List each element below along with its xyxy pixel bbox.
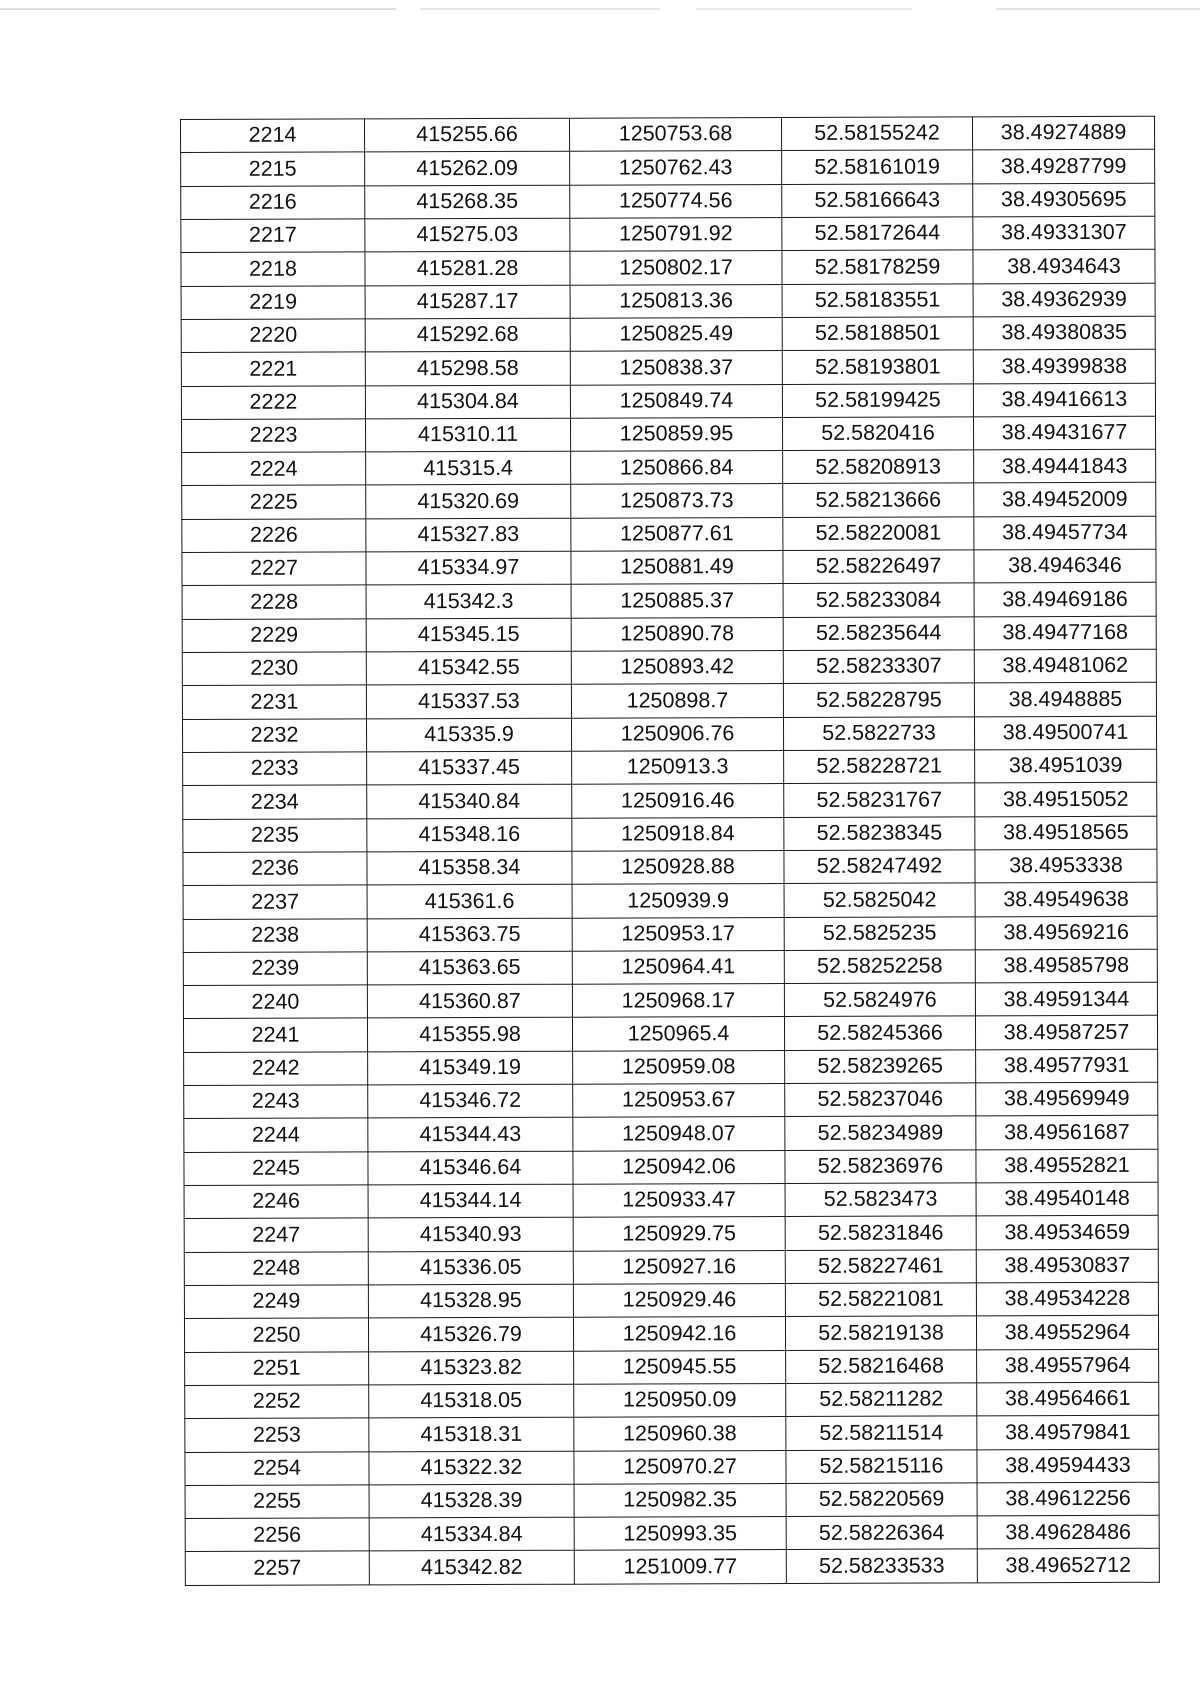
- longitude-cell: 38.49557964: [977, 1349, 1159, 1383]
- point-number-cell: 2243: [184, 1085, 368, 1119]
- latitude-cell: 52.58252258: [784, 950, 975, 984]
- table-row: [181, 416, 1155, 453]
- y-coordinate-cell: 1250939.9: [572, 884, 784, 918]
- longitude-cell: 38.49416613: [973, 383, 1155, 417]
- latitude-cell: 52.58235644: [783, 617, 974, 651]
- latitude-cell: 52.58239265: [785, 1050, 976, 1084]
- table-row: [185, 1415, 1159, 1452]
- point-number-cell: 2254: [185, 1451, 369, 1485]
- latitude-cell: 52.58231846: [785, 1216, 976, 1250]
- x-coordinate-cell: 415320.69: [366, 485, 571, 519]
- longitude-cell: 38.4951039: [975, 749, 1157, 783]
- point-number-cell: 2214: [181, 119, 365, 153]
- x-coordinate-cell: 415287.17: [365, 285, 570, 319]
- longitude-cell: 38.49305695: [973, 183, 1155, 217]
- x-coordinate-cell: 415318.05: [369, 1384, 574, 1418]
- x-coordinate-cell: 415361.6: [367, 884, 572, 918]
- table-row: [184, 1282, 1158, 1319]
- point-number-cell: 2223: [181, 419, 365, 453]
- y-coordinate-cell: 1250838.37: [570, 351, 782, 385]
- x-coordinate-cell: 415337.53: [366, 685, 571, 719]
- latitude-cell: 52.58216468: [786, 1349, 977, 1383]
- point-number-cell: 2217: [181, 219, 365, 253]
- point-number-cell: 2236: [183, 852, 367, 886]
- longitude-cell: 38.49591344: [975, 982, 1157, 1016]
- y-coordinate-cell: 1250849.74: [570, 384, 782, 418]
- longitude-cell: 38.49569949: [976, 1082, 1158, 1116]
- table-row: [185, 1549, 1159, 1586]
- table-row: [184, 1116, 1158, 1153]
- y-coordinate-cell: 1250753.68: [569, 118, 781, 152]
- latitude-cell: 52.5824976: [784, 983, 975, 1017]
- latitude-cell: 52.5825235: [784, 916, 975, 950]
- latitude-cell: 52.58227461: [785, 1249, 976, 1283]
- y-coordinate-cell: 1250964.41: [572, 950, 784, 984]
- longitude-cell: 38.49552821: [976, 1149, 1158, 1183]
- y-coordinate-cell: 1250813.36: [570, 284, 782, 318]
- table-row: [184, 1182, 1158, 1219]
- table-row: [185, 1382, 1159, 1419]
- point-number-cell: 2225: [182, 485, 366, 519]
- longitude-cell: 38.49549638: [975, 882, 1157, 916]
- point-number-cell: 2250: [184, 1318, 368, 1352]
- longitude-cell: 38.49287799: [973, 150, 1155, 184]
- latitude-cell: 52.58228795: [783, 683, 974, 717]
- latitude-cell: 52.58231767: [784, 783, 975, 817]
- point-number-cell: 2233: [183, 752, 367, 786]
- latitude-cell: 52.5823473: [785, 1183, 976, 1217]
- x-coordinate-cell: 415363.65: [367, 951, 572, 985]
- table-row: [185, 1349, 1159, 1386]
- longitude-cell: 38.49457734: [974, 516, 1156, 550]
- longitude-cell: 38.49331307: [973, 216, 1155, 250]
- x-coordinate-cell: 415342.82: [369, 1551, 574, 1585]
- x-coordinate-cell: 415328.39: [369, 1484, 574, 1518]
- x-coordinate-cell: 415337.45: [367, 751, 572, 785]
- y-coordinate-cell: 1250959.08: [573, 1050, 785, 1084]
- point-number-cell: 2256: [185, 1518, 369, 1552]
- x-coordinate-cell: 415298.58: [365, 351, 570, 385]
- x-coordinate-cell: 415348.16: [367, 818, 572, 852]
- point-number-cell: 2240: [183, 985, 367, 1019]
- y-coordinate-cell: 1250893.42: [571, 651, 783, 685]
- latitude-cell: 52.58245366: [784, 1016, 975, 1050]
- point-number-cell: 2255: [185, 1485, 369, 1519]
- longitude-cell: 38.49452009: [974, 483, 1156, 517]
- latitude-cell: 52.58183551: [782, 283, 973, 317]
- point-number-cell: 2238: [183, 918, 367, 952]
- table-row: [181, 383, 1155, 420]
- table-row: [183, 816, 1157, 853]
- longitude-cell: 38.49477168: [974, 616, 1156, 650]
- point-number-cell: 2239: [183, 952, 367, 986]
- y-coordinate-cell: 1250791.92: [570, 217, 782, 251]
- coordinates-table-body: [181, 116, 1160, 1585]
- x-coordinate-cell: 415328.95: [368, 1284, 573, 1318]
- table-row: [182, 449, 1156, 486]
- x-coordinate-cell: 415349.19: [368, 1051, 573, 1085]
- y-coordinate-cell: 1250802.17: [570, 251, 782, 285]
- table-row: [181, 283, 1155, 320]
- y-coordinate-cell: 1250898.7: [571, 684, 783, 718]
- x-coordinate-cell: 415292.68: [365, 318, 570, 352]
- table-row: [183, 949, 1157, 986]
- latitude-cell: 52.58233307: [783, 650, 974, 684]
- point-number-cell: 2252: [185, 1385, 369, 1419]
- longitude-cell: 38.49628486: [977, 1515, 1159, 1549]
- latitude-cell: 52.58226364: [786, 1516, 977, 1550]
- x-coordinate-cell: 415326.79: [368, 1317, 573, 1351]
- point-number-cell: 2216: [181, 186, 365, 220]
- scan-artifact-line: [0, 8, 1200, 10]
- x-coordinate-cell: 415327.83: [366, 518, 571, 552]
- longitude-cell: 38.49518565: [975, 816, 1157, 850]
- longitude-cell: 38.49441843: [974, 449, 1156, 483]
- point-number-cell: 2229: [182, 619, 366, 653]
- longitude-cell: 38.49577931: [976, 1049, 1158, 1083]
- table-row: [184, 1149, 1158, 1186]
- x-coordinate-cell: 415342.3: [366, 585, 571, 619]
- table-row: [181, 116, 1155, 153]
- y-coordinate-cell: 1250982.35: [574, 1483, 786, 1517]
- longitude-cell: 38.49534228: [976, 1282, 1158, 1316]
- point-number-cell: 2230: [182, 652, 366, 686]
- x-coordinate-cell: 415304.84: [365, 385, 570, 419]
- x-coordinate-cell: 415255.66: [365, 118, 570, 152]
- table-row: [181, 183, 1155, 220]
- y-coordinate-cell: 1250825.49: [570, 317, 782, 351]
- latitude-cell: 52.58211282: [786, 1383, 977, 1417]
- point-number-cell: 2222: [181, 385, 365, 419]
- longitude-cell: 38.49380835: [973, 316, 1155, 350]
- point-number-cell: 2244: [184, 1118, 368, 1152]
- point-number-cell: 2245: [184, 1152, 368, 1186]
- x-coordinate-cell: 415335.9: [366, 718, 571, 752]
- x-coordinate-cell: 415310.11: [365, 418, 570, 452]
- longitude-cell: 38.49469186: [974, 583, 1156, 617]
- y-coordinate-cell: 1250928.88: [572, 850, 784, 884]
- y-coordinate-cell: 1250953.17: [572, 917, 784, 951]
- latitude-cell: 52.58166643: [782, 183, 973, 217]
- table-row: [181, 216, 1155, 253]
- x-coordinate-cell: 415334.97: [366, 551, 571, 585]
- point-number-cell: 2235: [183, 818, 367, 852]
- point-number-cell: 2249: [184, 1285, 368, 1319]
- table-row: [183, 882, 1157, 919]
- point-number-cell: 2248: [184, 1252, 368, 1286]
- y-coordinate-cell: 1250968.17: [572, 984, 784, 1018]
- longitude-cell: 38.4946346: [974, 549, 1156, 583]
- point-number-cell: 2228: [182, 585, 366, 619]
- y-coordinate-cell: 1250762.43: [570, 151, 782, 185]
- y-coordinate-cell: 1250881.49: [571, 551, 783, 585]
- y-coordinate-cell: 1250873.73: [571, 484, 783, 518]
- latitude-cell: 52.58172644: [782, 217, 973, 251]
- table-row: [181, 250, 1155, 287]
- latitude-cell: 52.5822733: [783, 716, 974, 750]
- x-coordinate-cell: 415342.55: [366, 651, 571, 685]
- x-coordinate-cell: 415340.84: [367, 784, 572, 818]
- y-coordinate-cell: 1250960.38: [574, 1417, 786, 1451]
- y-coordinate-cell: 1250948.07: [573, 1117, 785, 1151]
- x-coordinate-cell: 415344.43: [368, 1118, 573, 1152]
- x-coordinate-cell: 415275.03: [365, 218, 570, 252]
- point-number-cell: 2231: [182, 685, 366, 719]
- table-row: [182, 583, 1156, 620]
- point-number-cell: 2237: [183, 885, 367, 919]
- coordinates-table: [180, 116, 1160, 1586]
- longitude-cell: 38.49652712: [977, 1549, 1159, 1583]
- x-coordinate-cell: 415344.14: [368, 1184, 573, 1218]
- point-number-cell: 2224: [182, 452, 366, 486]
- longitude-cell: 38.49585798: [975, 949, 1157, 983]
- table-row: [184, 1249, 1158, 1286]
- y-coordinate-cell: 1250774.56: [570, 184, 782, 218]
- point-number-cell: 2226: [182, 519, 366, 553]
- point-number-cell: 2221: [181, 352, 365, 386]
- point-number-cell: 2218: [181, 252, 365, 286]
- y-coordinate-cell: 1251009.77: [574, 1550, 786, 1584]
- y-coordinate-cell: 1250927.16: [573, 1250, 785, 1284]
- latitude-cell: 52.58220081: [783, 517, 974, 551]
- y-coordinate-cell: 1250942.16: [573, 1317, 785, 1351]
- x-coordinate-cell: 415358.34: [367, 851, 572, 885]
- x-coordinate-cell: 415268.35: [365, 185, 570, 219]
- latitude-cell: 52.58234989: [785, 1116, 976, 1150]
- table-row: [181, 316, 1155, 353]
- longitude-cell: 38.49594433: [977, 1449, 1159, 1483]
- longitude-cell: 38.49579841: [977, 1415, 1159, 1449]
- latitude-cell: 52.5820416: [782, 417, 973, 451]
- y-coordinate-cell: 1250918.84: [572, 817, 784, 851]
- point-number-cell: 2219: [181, 285, 365, 319]
- longitude-cell: 38.49481062: [974, 649, 1156, 683]
- longitude-cell: 38.49587257: [975, 1016, 1157, 1050]
- latitude-cell: 52.58155242: [781, 117, 972, 151]
- x-coordinate-cell: 415346.64: [368, 1151, 573, 1185]
- longitude-cell: 38.49534659: [976, 1216, 1158, 1250]
- x-coordinate-cell: 415281.28: [365, 251, 570, 285]
- longitude-cell: 38.4953338: [975, 849, 1157, 883]
- y-coordinate-cell: 1250929.75: [573, 1217, 785, 1251]
- x-coordinate-cell: 415318.31: [369, 1417, 574, 1451]
- point-number-cell: 2253: [185, 1418, 369, 1452]
- longitude-cell: 38.4948885: [974, 683, 1156, 717]
- latitude-cell: 52.58228721: [784, 750, 975, 784]
- y-coordinate-cell: 1250950.09: [574, 1383, 786, 1417]
- table-row: [183, 749, 1157, 786]
- table-row: [184, 1216, 1158, 1253]
- table-row: [182, 716, 1156, 753]
- latitude-cell: 52.58161019: [782, 150, 973, 184]
- x-coordinate-cell: 415315.4: [366, 451, 571, 485]
- latitude-cell: 52.5825042: [784, 883, 975, 917]
- latitude-cell: 52.58213666: [783, 483, 974, 517]
- point-number-cell: 2215: [181, 152, 365, 186]
- latitude-cell: 52.58233084: [783, 583, 974, 617]
- table-row: [183, 982, 1157, 1019]
- table-row: [183, 1016, 1157, 1053]
- y-coordinate-cell: 1250933.47: [573, 1183, 785, 1217]
- table-row: [182, 516, 1156, 553]
- y-coordinate-cell: 1250945.55: [574, 1350, 786, 1384]
- x-coordinate-cell: 415323.82: [369, 1351, 574, 1385]
- latitude-cell: 52.58236976: [785, 1150, 976, 1184]
- table-row: [182, 683, 1156, 720]
- y-coordinate-cell: 1250965.4: [572, 1017, 784, 1051]
- point-number-cell: 2241: [183, 1018, 367, 1052]
- table-row: [183, 916, 1157, 953]
- longitude-cell: 38.4934643: [973, 250, 1155, 284]
- longitude-cell: 38.49431677: [973, 416, 1155, 450]
- longitude-cell: 38.49569216: [975, 916, 1157, 950]
- y-coordinate-cell: 1250942.06: [573, 1150, 785, 1184]
- table-row: [182, 649, 1156, 686]
- table-row: [183, 849, 1157, 886]
- x-coordinate-cell: 415262.09: [365, 152, 570, 186]
- table-row: [184, 1082, 1158, 1119]
- latitude-cell: 52.58221081: [785, 1283, 976, 1317]
- longitude-cell: 38.49500741: [974, 716, 1156, 750]
- y-coordinate-cell: 1250866.84: [571, 451, 783, 485]
- point-number-cell: 2220: [181, 319, 365, 353]
- x-coordinate-cell: 415334.84: [369, 1517, 574, 1551]
- latitude-cell: 52.58238345: [784, 816, 975, 850]
- y-coordinate-cell: 1250970.27: [574, 1450, 786, 1484]
- longitude-cell: 38.49564661: [977, 1382, 1159, 1416]
- longitude-cell: 38.49274889: [972, 116, 1154, 150]
- y-coordinate-cell: 1250906.76: [571, 717, 783, 751]
- latitude-cell: 52.58193801: [782, 350, 973, 384]
- point-number-cell: 2247: [184, 1218, 368, 1252]
- x-coordinate-cell: 415360.87: [367, 984, 572, 1018]
- latitude-cell: 52.58226497: [783, 550, 974, 584]
- latitude-cell: 52.58211514: [786, 1416, 977, 1450]
- y-coordinate-cell: 1250885.37: [571, 584, 783, 618]
- point-number-cell: 2232: [182, 719, 366, 753]
- table-row: [182, 483, 1156, 520]
- table-row: [183, 783, 1157, 820]
- table-row: [184, 1049, 1158, 1086]
- point-number-cell: 2257: [185, 1551, 369, 1585]
- y-coordinate-cell: 1250913.3: [572, 750, 784, 784]
- table-row: [182, 616, 1156, 653]
- point-number-cell: 2251: [185, 1351, 369, 1385]
- table-row: [182, 549, 1156, 586]
- longitude-cell: 38.49515052: [975, 783, 1157, 817]
- table-row: [181, 150, 1155, 187]
- y-coordinate-cell: 1250890.78: [571, 617, 783, 651]
- x-coordinate-cell: 415346.72: [368, 1084, 573, 1118]
- longitude-cell: 38.49540148: [976, 1182, 1158, 1216]
- longitude-cell: 38.49362939: [973, 283, 1155, 317]
- longitude-cell: 38.49561687: [976, 1116, 1158, 1150]
- table-row: [184, 1316, 1158, 1353]
- longitude-cell: 38.49399838: [973, 349, 1155, 383]
- latitude-cell: 52.58219138: [785, 1316, 976, 1350]
- latitude-cell: 52.58188501: [782, 317, 973, 351]
- y-coordinate-cell: 1250877.61: [571, 517, 783, 551]
- x-coordinate-cell: 415363.75: [367, 918, 572, 952]
- x-coordinate-cell: 415336.05: [368, 1251, 573, 1285]
- latitude-cell: 52.58233533: [786, 1549, 977, 1583]
- latitude-cell: 52.58247492: [784, 850, 975, 884]
- y-coordinate-cell: 1250953.67: [573, 1084, 785, 1118]
- y-coordinate-cell: 1250916.46: [572, 784, 784, 818]
- latitude-cell: 52.58220569: [786, 1483, 977, 1517]
- y-coordinate-cell: 1250993.35: [574, 1517, 786, 1551]
- longitude-cell: 38.49612256: [977, 1482, 1159, 1516]
- longitude-cell: 38.49530837: [976, 1249, 1158, 1283]
- latitude-cell: 52.58199425: [782, 383, 973, 417]
- x-coordinate-cell: 415340.93: [368, 1218, 573, 1252]
- latitude-cell: 52.58208913: [783, 450, 974, 484]
- x-coordinate-cell: 415355.98: [367, 1018, 572, 1052]
- latitude-cell: 52.58178259: [782, 250, 973, 284]
- table-row: [185, 1482, 1159, 1519]
- x-coordinate-cell: 415345.15: [366, 618, 571, 652]
- x-coordinate-cell: 415322.32: [369, 1451, 574, 1485]
- table-row: [185, 1449, 1159, 1486]
- point-number-cell: 2227: [182, 552, 366, 586]
- latitude-cell: 52.58237046: [785, 1083, 976, 1117]
- latitude-cell: 52.58215116: [786, 1449, 977, 1483]
- y-coordinate-cell: 1250859.95: [570, 417, 782, 451]
- point-number-cell: 2242: [184, 1052, 368, 1086]
- point-number-cell: 2234: [183, 785, 367, 819]
- longitude-cell: 38.49552964: [976, 1316, 1158, 1350]
- table-row: [185, 1515, 1159, 1552]
- table-row: [181, 349, 1155, 386]
- y-coordinate-cell: 1250929.46: [573, 1283, 785, 1317]
- point-number-cell: 2246: [184, 1185, 368, 1219]
